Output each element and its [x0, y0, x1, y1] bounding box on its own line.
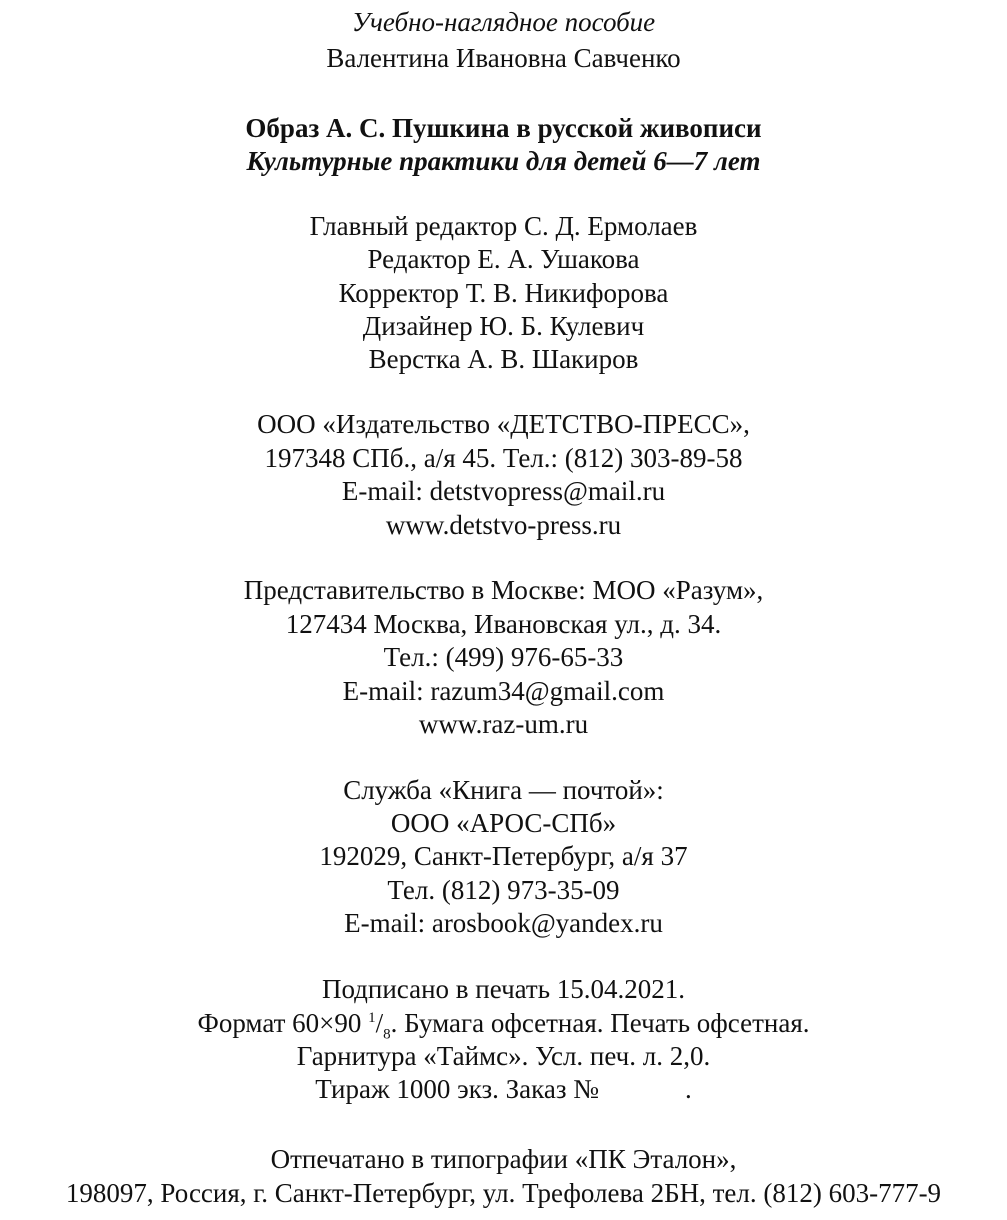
print-typeface: Гарнитура «Таймс». Усл. печ. л. 2,0. [296, 1041, 711, 1071]
author-name: Валентина Ивановна Савченко [326, 43, 681, 73]
print-format-prefix: Формат 60×90 [197, 1008, 362, 1038]
credit-chief-editor: Главный редактор С. Д. Ермолаев [309, 211, 698, 241]
printing-house-address: 198097, Россия, г. Санкт-Петербург, ул. Трефолева 2БН, тел. (812) 603-777-9 [65, 1178, 942, 1208]
print-format-suffix: . Бумага офсетная. Печать офсетная. [390, 1008, 810, 1038]
credit-editor: Редактор Е. А. Ушакова [367, 244, 640, 274]
mail-service-email: E-mail: arosbook@yandex.ru [344, 908, 663, 938]
publisher-name: ООО «Издательство «ДЕТСТВО-ПРЕСС», [257, 409, 750, 439]
credit-proofreader: Корректор Т. В. Никифорова [338, 278, 669, 308]
mail-service-name: Служба «Книга — почтой»: [343, 775, 664, 805]
credit-layout: Верстка А. В. Шакиров [368, 344, 639, 374]
mail-service-address: 192029, Санкт-Петербург, а/я 37 [319, 841, 688, 871]
print-run-order [0, 1073, 1007, 1105]
publisher-website: www.detstvo-press.ru [385, 510, 622, 540]
print-run-suffix: . [685, 1074, 692, 1104]
print-format: Формат 60×90 $^1/_8$. Бумага офсетная. Печать офсетная. [197, 1008, 810, 1043]
print-signed-date: Подписано в печать 15.04.2021. [321, 974, 686, 1004]
print-format-denominator: 8 [383, 1026, 391, 1043]
moscow-office-email: E-mail: razum34@gmail.com [342, 676, 665, 706]
book-title: Образ А. С. Пушкина в русской живописи [245, 113, 762, 143]
moscow-office-website: www.raz-um.ru [418, 709, 589, 739]
moscow-office-phone: Тел.: (499) 976-65-33 [383, 642, 624, 672]
moscow-office-name: Представительство в Москве: МОО «Разум», [243, 575, 764, 605]
book-genre: Учебно-наглядное пособие [351, 7, 656, 37]
mail-service-company: ООО «АРОС-СПб» [390, 808, 617, 838]
print-format-numerator: 1 [368, 1010, 376, 1026]
publisher-email: E-mail: detstvopress@mail.ru [341, 476, 666, 506]
print-run-prefix: Тираж 1000 экз. Заказ № [315, 1074, 600, 1104]
publisher-address: 197348 СПб., а/я 45. Тел.: (812) 303-89-58 [264, 443, 743, 473]
book-subtitle: Культурные практики для детей 6—7 лет [246, 146, 761, 176]
credit-designer: Дизайнер Ю. Б. Кулевич [362, 311, 645, 341]
printing-house-name: Отпечатано в типографии «ПК Эталон», [270, 1144, 737, 1174]
mail-service-phone: Тел. (812) 973-35-09 [387, 875, 620, 905]
moscow-office-address: 127434 Москва, Ивановская ул., д. 34. [285, 609, 722, 639]
